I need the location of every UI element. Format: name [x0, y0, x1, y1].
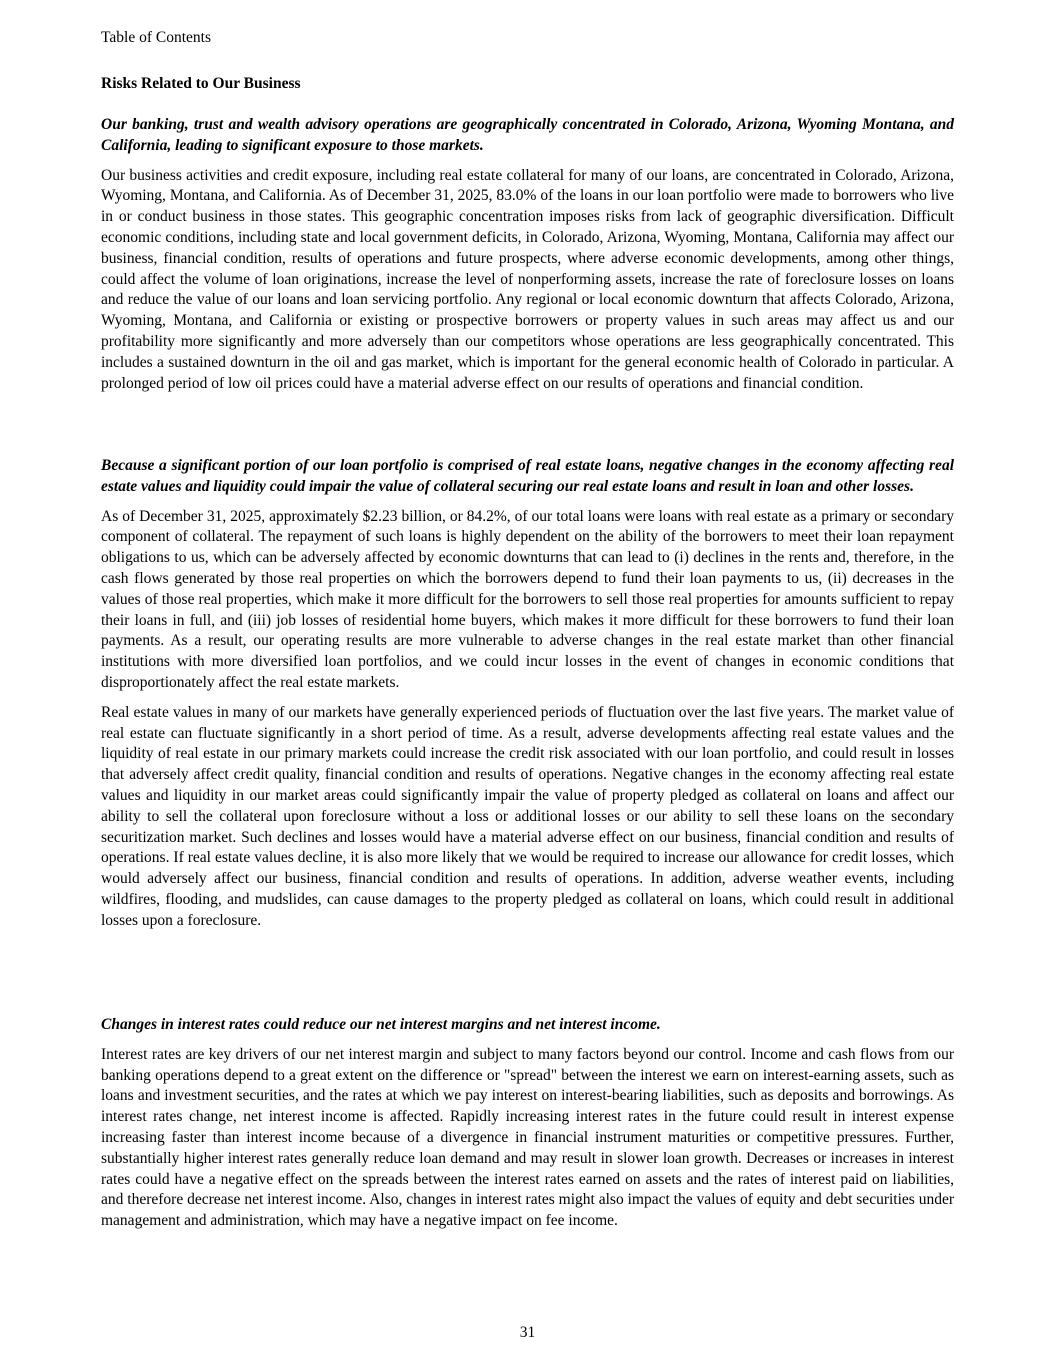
- risk-paragraph: Real estate values in many of our markets have generally experienced periods of fluctuation over the last five years. The market value of real estate can fluctuate significantly in a short period of time. As a result, adverse developments affecting real estate values and the liquidity of real estate in our primary markets could increase the credit risk associated with our loan portfolio, and could result in losses that adversely affect credit quality, financial condition and results of operations. Negative changes in the economy affecting real estate values and liquidity in our market areas could significantly impair the value of property pledged as collateral on loans and affect our ability to sell the collateral upon foreclosure without a loss or additional losses or our ability to sell these loans on the secondary securitization market. Such declines and losses would have a material adverse effect on our business, financial condition and results of operations. If real estate values decline, it is also more likely that we would be required to increase our allowance for credit losses, which would adversely affect our business, financial condition and results of operations. In addition, adverse weather events, including wildfires, flooding, and mudslides, can cause damages to the property pledged as collateral on loans, which could result in additional losses upon a foreclosure.: [101, 703, 954, 929]
- risk-paragraph: Interest rates are key drivers of our net interest margin and subject to many factors beyond our control. Income and cash flows from our banking operations depend to a great extent on the difference or "spread" between the interest we earn on interest-earning assets, such as loans and investment securities, and the rates at which we pay interest on interest-bearing liabilities, such as deposits and borrowings. As interest rates change, net interest income is affected. Rapidly increasing interest rates in the future could result in interest expense increasing faster than interest income because of a divergence in financial instrument maturities or competitive pressures. Further, substantially higher interest rates generally reduce loan demand and may result in slower loan growth. Decreases or increases in interest rates could have a negative effect on the spreads between the interest rates earned on assets and the rates of interest paid on liabilities, and therefore decrease net interest income. Also, changes in interest rates might also impact the values of equity and debt securities under management and administration, which may have a negative impact on fee income.: [101, 1045, 954, 1230]
- risk-heading: Changes in interest rates could reduce our net interest margins and net interest income.: [101, 1016, 661, 1033]
- risk-factor-interest-rates: [101, 1015, 954, 1232]
- risk-factor-geographic-concentration: [101, 115, 954, 394]
- table-of-contents-link[interactable]: Table of Contents: [101, 29, 211, 46]
- page-number: 31: [519, 1324, 536, 1341]
- risk-paragraph: Our business activities and credit exposure, including real estate collateral for many of our loans, are concentrated in Colorado, Arizona, Wyoming, Montana, and California. As of December 31, 2025, 83.0% of the loans in our loan portfolio were made to borrowers who live in or conduct business in those states. This geographic concentration imposes risks from lack of geographic diversification. Difficult economic conditions, including state and local government deficits, in Colorado, Arizona, Wyoming, Montana, California may affect our business, financial condition, results of operations and future prospects, where adverse economic developments, among other things, could affect the volume of loan originations, increase the level of nonperforming assets, increase the rate of foreclosure losses on loans and reduce the value of our loans and loan servicing portfolio. Any regional or local economic downturn that affects Colorado, Arizona, Wyoming, Montana, and California or existing or prospective borrowers or property values in such areas may affect us and our profitability more significantly and more adversely than our competitors whose operations are less geographically concentrated. This includes a sustained downturn in the oil and gas market, which is important for the general economic health of Colorado in particular. A prolonged period of low oil prices could have a material adverse effect on our results of operations and financial condition.: [101, 166, 954, 392]
- risk-heading: Because a significant portion of our loan portfolio is comprised of real estate loans, negative changes in the economy affecting real estate values and liquidity could impair the value of collateral securing our real estate loans and result in loan and other losses.: [101, 457, 954, 495]
- risk-paragraph: As of December 31, 2025, approximately $2.23 billion, or 84.2%, of our total loans were loans with real estate as a primary or secondary component of collateral. The repayment of such loans is highly dependent on the ability of the borrowers to meet their loan repayment obligations to us, which can be adversely affected by economic downturns that can lead to (i) declines in the rents and, therefore, in the cash flows generated by those real properties on which the borrowers depend to fund their loan payments to us, (ii) decreases in the values of those real properties, which make it more difficult for the borrowers to sell those real properties for amounts sufficient to repay their loans in full, and (iii) job losses of residential home buyers, which makes it more difficult for these borrowers to fund their loan payments. As a result, our operating results are more vulnerable to adverse changes in the real estate market than other financial institutions with more diversified loan portfolios, and we could incur losses in the event of changes in economic conditions that disproportionately affect the real estate markets.: [101, 507, 954, 691]
- section-title: Risks Related to Our Business: [101, 75, 301, 92]
- risk-heading: Our banking, trust and wealth advisory operations are geographically concentrated in Colorado, Arizona, Wyoming Montana, and California, leading to significant exposure to those markets.: [101, 116, 954, 154]
- risk-factor-real-estate-loans: [101, 456, 954, 932]
